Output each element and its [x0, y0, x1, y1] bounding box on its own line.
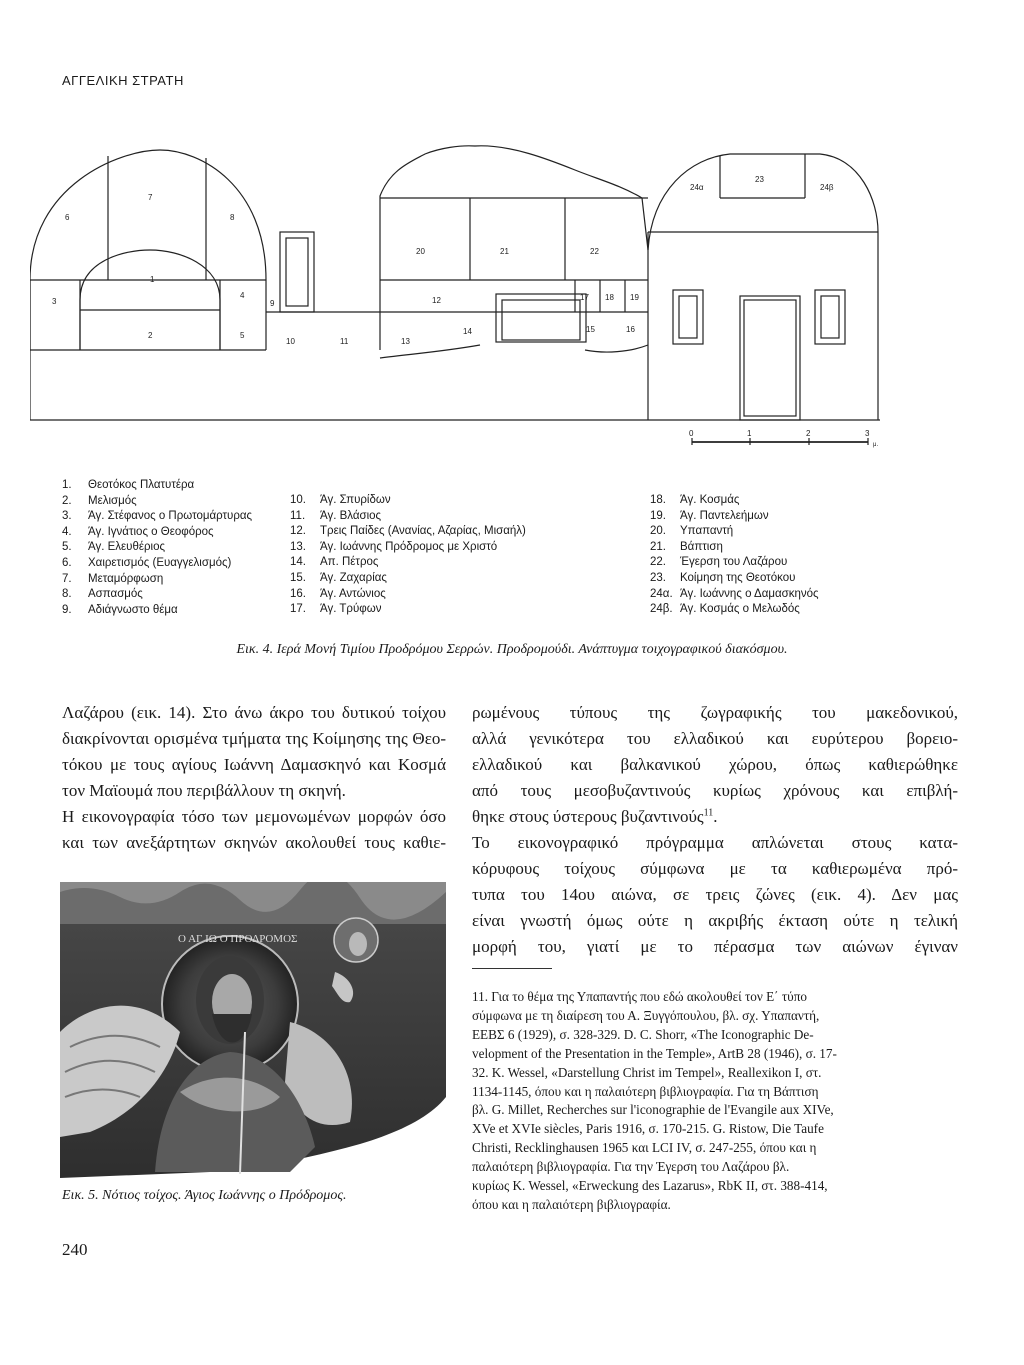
legend-item — [650, 524, 890, 540]
text-line: ρωμένους τύπους της ζωγραφικής του μακεδονικού, — [472, 703, 958, 722]
zone-label: 5 — [240, 331, 245, 340]
legend-item — [290, 493, 620, 509]
legend-column-3 — [650, 493, 890, 618]
zone-label: 21 — [500, 247, 509, 256]
zone-label: 23 — [755, 175, 764, 184]
zone-label: 6 — [65, 213, 70, 222]
door — [740, 296, 800, 420]
legend-item — [290, 509, 620, 525]
legend-text: Άγ. Τρύφων — [320, 603, 382, 616]
legend-number: 21. — [650, 540, 666, 553]
zone-label: 9 — [270, 299, 275, 308]
left-text-column — [62, 700, 446, 856]
zone-label: 14 — [463, 327, 472, 336]
legend-text: Κοίμηση της Θεοτόκου — [680, 571, 796, 584]
window-3-inner — [821, 296, 839, 338]
legend-number: 6. — [62, 556, 72, 569]
zone-label: 13 — [401, 337, 410, 346]
zone-label: 24β — [820, 183, 834, 192]
right-arch — [648, 154, 878, 250]
text-line: Το εικονογραφικό πρόγραμμα απλώνεται στους κατα- — [472, 833, 958, 852]
footnote-line: Christi, Recklinghausen 1965 και LCI IV, σ. 247-255, όπου και η — [472, 1140, 817, 1156]
legend-item — [62, 494, 292, 510]
legend-text: Άγ. Ιωάννης Πρόδρομος με Χριστό — [320, 540, 498, 553]
footnote-line: XVe et XVIe siècles, Paris 1916, σ. 170-215. G. Ristow, Die Taufe — [472, 1121, 824, 1137]
legend-item — [290, 555, 620, 571]
legend-item — [650, 509, 890, 525]
footnote-line: 1134-1145, όπου και η παλαιότερη βιβλιογραφία. Για τη Βάπτιση — [472, 1083, 819, 1099]
window-2-inner — [679, 296, 697, 338]
legend-text: Χαιρετισμός (Ευαγγελισμός) — [88, 556, 232, 569]
legend-text: Άγ. Παντελεήμων — [680, 509, 769, 522]
scale-unit: μ. — [873, 442, 879, 448]
text-line: είναι γνωστή όμως ούτε η ακριβής έκταση ούτε η τελική — [472, 911, 958, 930]
legend-text: Θεοτόκος Πλατυτέρα — [88, 479, 195, 491]
footnote-line: παλαιότερη βιβλιογραφία. Για την Έγερση του Λαζάρου βλ. — [472, 1159, 790, 1175]
legend-text: Αδιάγνωστο θέμα — [88, 603, 178, 616]
legend-number: 23. — [650, 571, 666, 584]
central-niche — [496, 294, 586, 342]
text-line: τυπα του 14ου αιώνα, σε τρεις ζώνες (εικ. 4). Δεν μας — [472, 885, 958, 904]
text-line: θηκε στους ύστερους βυζαντινούς — [472, 807, 704, 826]
footnote-line: 11. Για το θέμα της Υπαπαντής που εδώ ακολουθεί τον Ε΄ τύπο — [472, 989, 807, 1004]
wall-development-drawing — [30, 140, 890, 455]
legend-text: Άγ. Σπυρίδων — [320, 494, 391, 506]
legend-number: 9. — [62, 603, 72, 616]
footnote-line: 32. K. Wessel, «Darstellung Christ im Tempel», Reallexikon I, στ. — [472, 1064, 822, 1080]
footnote-line: ΕΕΒΣ 6 (1929), σ. 328-329. D. C. Shorr, «The Iconographic De- — [472, 1026, 814, 1042]
legend-item — [290, 602, 620, 618]
medallion-figure — [349, 932, 367, 956]
text-line-with-footnote: θηκε στους ύστερους βυζαντινούς$^{11}$. — [472, 807, 718, 826]
fresco-photograph — [60, 882, 446, 1178]
footnote-11 — [472, 988, 958, 1215]
door-inner — [744, 300, 796, 416]
scale-label: 1 — [747, 429, 752, 438]
legend-item — [62, 572, 292, 588]
footnote-line: velopment of the Presentation in the Temple», ArtB 28 (1946), σ. 17- — [472, 1045, 837, 1061]
legend-number: 4. — [62, 525, 72, 538]
legend-text: Υπαπαντή — [680, 525, 734, 538]
legend-item — [650, 587, 890, 603]
legend-text: Τρεις Παίδες (Ανανίας, Αζαρίας, Μισαήλ) — [320, 525, 526, 538]
legend-text: Βάπτιση — [680, 540, 723, 553]
legend-text: Άγ. Αντώνιος — [320, 587, 386, 600]
figure-5-caption: Εικ. 5. Νότιος τοίχος. Άγιος Ιωάννης ο Πρόδρομος. — [62, 1188, 347, 1203]
legend-number: 2. — [62, 494, 72, 507]
legend-number: 24α. — [650, 587, 673, 600]
zone-label: 16 — [626, 325, 635, 334]
legend-text: Άγ. Ιγνάτιος ο Θεοφόρος — [88, 525, 214, 538]
window-1-inner — [286, 238, 308, 306]
legend-number: 12. — [290, 525, 306, 538]
legend-column-1 — [62, 478, 292, 618]
window-3 — [815, 290, 845, 344]
zone-label: 1 — [150, 275, 155, 284]
legend-number: 11. — [290, 509, 306, 522]
legend-item — [62, 587, 292, 603]
legend-text: Άγ. Ιωάννης ο Δαμασκηνός — [680, 587, 819, 600]
zone-numbers — [52, 175, 834, 346]
text-line: κόρυφους τοίχους σύμφωνα με τα καθιερωμένα πρό- — [472, 859, 958, 878]
legend-text: Έγερση του Λαζάρου — [680, 556, 788, 569]
footnote-line: βλ. G. Millet, Recherches sur l'iconographie de l'Evangile aux XIVe, — [472, 1102, 834, 1118]
legend-item — [650, 540, 890, 556]
legend-text: Ασπασμός — [88, 588, 143, 601]
legend-text: Μεταμόρφωση — [88, 572, 164, 585]
legend-number: 1. — [62, 479, 72, 491]
legend-number: 13. — [290, 540, 306, 553]
running-head: ΑΓΓΕΛΙΚΗ ΣΤΡΑΤΗ — [62, 73, 184, 88]
legend-item — [650, 555, 890, 571]
zone-label: 24α — [690, 183, 704, 192]
legend-text: Άγ. Κοσμάς ο Μελωδός — [680, 603, 800, 616]
legend-number: 7. — [62, 572, 72, 585]
zone-label: 3 — [52, 297, 57, 306]
scale-label: 2 — [806, 429, 811, 438]
damaged-edge-lower-left — [380, 345, 480, 358]
text-line: Λαζάρου (εικ. 14). Στο άνω άκρο του δυτικού τοίχου — [62, 703, 446, 722]
legend-item — [290, 540, 620, 556]
text-line: τον Μαϊουμά που περιβάλλουν τη σκηνή. — [62, 781, 346, 800]
legend-number: 22. — [650, 556, 666, 569]
zone-label: 11 — [340, 337, 349, 346]
text-line: Η εικονογραφία τόσο των μεμονωμένων μορφών όσο — [62, 807, 446, 826]
legend-text: Απ. Πέτρος — [320, 556, 379, 569]
legend-number: 15. — [290, 571, 306, 584]
window-1 — [280, 232, 314, 312]
scale-label: 0 — [689, 429, 694, 438]
text-line: και των ανεξάρτητων σκηνών ακολουθεί τους καθιε- — [62, 833, 446, 852]
window-2 — [673, 290, 703, 344]
zone-label: 10 — [286, 337, 295, 346]
footnote-line: κυρίως K. Wessel, «Erweckung des Lazarus», RbK II, στ. 388-414, — [472, 1178, 828, 1194]
zone-label: 7 — [148, 193, 153, 202]
legend-number: 10. — [290, 494, 306, 506]
legend-item — [62, 525, 292, 541]
legend-column-2 — [290, 493, 620, 618]
text-line: από τους μεσοβυζαντινούς κυρίως χρόνους και επιβλή- — [472, 781, 958, 800]
zone-label: 4 — [240, 291, 245, 300]
scale-label: 3 — [865, 429, 870, 438]
zone-label: 17 — [580, 293, 589, 302]
central-niche-inner — [502, 300, 580, 340]
legend-number: 3. — [62, 510, 72, 523]
legend-item — [62, 556, 292, 572]
legend-number: 5. — [62, 541, 72, 554]
legend-text: Άγ. Βλάσιος — [320, 509, 382, 522]
legend-text: Άγ. Κοσμάς — [680, 494, 740, 506]
damaged-edge-lower — [585, 345, 648, 352]
legend-text: Άγ. Ελευθέριος — [88, 541, 166, 554]
zone-label: 19 — [630, 293, 639, 302]
page-number: 240 — [62, 1240, 88, 1259]
legend-item — [62, 540, 292, 556]
text-line: διακρίνονται ορισμένα τμήματα της Κοίμησης της Θεο- — [62, 729, 446, 748]
legend-number: 19. — [650, 509, 666, 522]
legend-item — [650, 493, 890, 509]
legend-number: 24β. — [650, 603, 673, 616]
fresco-inscription: Ο ΑΓ ΙΩ Ο ΠΡΟΔΡΟΜΟΣ — [178, 933, 298, 945]
legend-number: 14. — [290, 556, 306, 569]
footnote-line: όπου και η παλαιότερη βιβλιογραφία. — [472, 1196, 671, 1212]
footnote-line: σύμφωνα με τη διαίρεση του Α. Ξυγγόπουλου, βλ. σχ. Υπαπαντή, — [472, 1007, 820, 1023]
right-text-column — [472, 700, 958, 960]
legend-item — [62, 509, 292, 525]
text-line: ελλαδικού και βαλκανικού χώρου, όπως καθιερώθηκε — [472, 755, 958, 774]
text-line: τόκου με τους αγίους Ιωάννη Δαμασκηνό και Κοσμά — [62, 755, 446, 774]
legend-item — [290, 587, 620, 603]
zone-label: 12 — [432, 296, 441, 305]
footnote-rule — [472, 968, 552, 969]
legend-item — [62, 603, 292, 619]
text-line: αλλά γενικότερα του ελλαδικού και ευρύτερου βορειο- — [472, 729, 958, 748]
footnote-reference: 11 — [703, 807, 714, 819]
legend-item — [650, 602, 890, 618]
legend-item — [290, 524, 620, 540]
legend-number: 20. — [650, 525, 666, 538]
legend-item — [290, 571, 620, 587]
legend-item — [62, 478, 292, 494]
legend-text: Μελισμός — [88, 494, 137, 507]
zone-label: 22 — [590, 247, 599, 256]
zone-label: 20 — [416, 247, 425, 256]
legend-number: 16. — [290, 587, 306, 600]
text-line: μορφή του, γιατί με το πέρασμα των αιώνων έγιναν — [472, 937, 958, 956]
legend-item — [650, 571, 890, 587]
legend-number: 8. — [62, 588, 72, 601]
scale-bar — [689, 429, 878, 448]
legend-text: Άγ. Ζαχαρίας — [320, 571, 387, 584]
legend-text: Άγ. Στέφανος ο Πρωτομάρτυρας — [88, 510, 253, 523]
zone-label: 2 — [148, 331, 153, 340]
zone-label: 15 — [586, 325, 595, 334]
legend-number: 17. — [290, 603, 306, 616]
zone-label: 8 — [230, 213, 235, 222]
figure-4-caption: Εικ. 4. Ιερά Μονή Τιμίου Προδρόμου Σερρών. Προδρομούδι. Ανάπτυγμα τοιχογραφικού διακόσμου. — [236, 642, 788, 657]
zone-label: 18 — [605, 293, 614, 302]
legend-number: 18. — [650, 494, 666, 506]
